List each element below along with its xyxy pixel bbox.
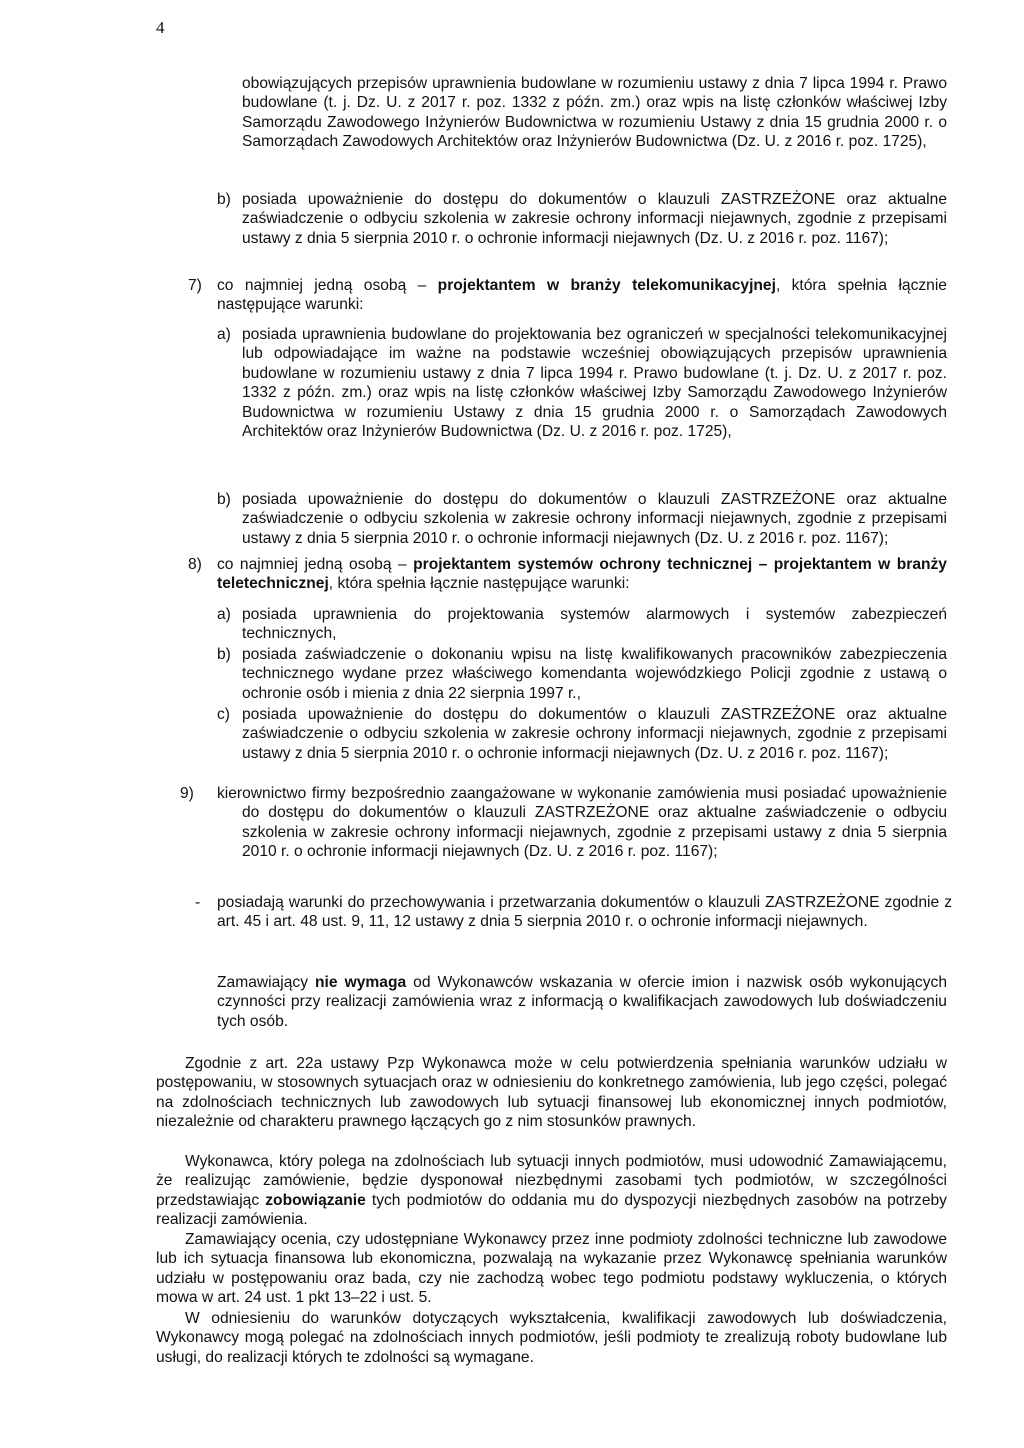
continued-subitem-b — [217, 190, 947, 248]
commitment-emphasis: zobowiązanie — [265, 1191, 366, 1209]
page-number: 4 — [156, 18, 165, 37]
item-8-role: projektantem systemów ochrony technicznej – projektantem w branży teletechnicznej — [217, 556, 947, 593]
subitem-text: posiada uprawnienia do projektowania systemów alarmowych i systemów zabezpieczeń technicznych, — [242, 606, 947, 643]
note-paragraph: Zamawiający nie wymaga od Wykonawców wskazania w ofercie imion i nazwisk osób wykonujących czynności przy realizacji zamówienia wraz z informacją o kwalifikacjach zawodowych lub doświadczeniu tych osób. — [217, 974, 947, 1030]
item-7-intro: co najmniej jedną osobą – projektantem w branży telekomunikacyjnej, która spełnia łącznie następujące warunki: — [217, 277, 947, 314]
note-emphasis: nie wymaga — [315, 974, 407, 991]
item-8-subitem-b — [217, 645, 947, 703]
subitem-text: posiada zaświadczenie o dokonaniu wpisu na listę kwalifikowanych pracowników zabezpieczenia technicznego wydane przez właściwego komendanta wojewódzkiego Policji zgodnie z ustawą o ochronie osób i mienia z dnia 22 sierpnia 1997 r., — [242, 646, 947, 702]
continued-paragraph: obowiązujących przepisów uprawnienia budowlane w rozumieniu ustawy z dnia 7 lipca 1994 r. Prawo budowlane (t. j. Dz. U. z 2017 r. poz. 1332 z późn. zm.) oraz wpis na listę członków właściwej Izby Samorządu Zawodowego Inżynierów Budownictwa w rozumieniu Ustawy z dnia 15 grudnia 2000 r. o Samorządach Zawodowych Architektów oraz Inżynierów Budownictwa (Dz. U. z 2016 r. poz. 1725), — [242, 75, 947, 151]
dash-marker: - — [195, 894, 201, 911]
subitem-label: a) — [217, 606, 231, 623]
subitem-label: c) — [217, 706, 230, 723]
subitem-label: a) — [217, 326, 231, 343]
subitem-text: posiada upoważnienie do dostępu do dokumentów o klauzuli ZASTRZEŻONE oraz aktualne zaświadczenie o odbyciu szkolenia w zakresie ochrony informacji niejawnych, zgodnie z przepisami ustawy z dnia 5 sierpnia 2010 r. o ochronie informacji niejawnych (Dz. U. z 2016 r. poz. 1167); — [242, 491, 947, 547]
subitem-label: b) — [217, 646, 231, 663]
dash-item-text: posiadają warunki do przechowywania i przetwarzania dokumentów o klauzuli ZASTRZEŻONE zgodnie z art. 45 i art. 48 ust. 9, 11, 12 ustawy z dnia 5 sierpnia 2010 r. o ochronie informacji niejawnych. — [217, 894, 952, 931]
subitem-text: posiada uprawnienia budowlane do projektowania bez ograniczeń w specjalności telekomunikacyjnej lub odpowiadające im ważne na podstawie wcześniej obowiązujących przepisów uprawnienia budowlane w rozumieniu ustawy z dnia 7 lipca 1994 r. Prawo budowlane (t. j. Dz. U. z 2017 r. poz. 1332 z późn. zm.) oraz wpis na listę członków właściwej Izby Samorządu Zawodowego Inżynierów Budownictwa w rozumieniu Ustawy z dnia 15 grudnia 2000 r. o Samorządach Zawodowych Architektów oraz Inżynierów Budownictwa (Dz. U. z 2016 r. poz. 1725), — [242, 326, 947, 441]
paragraph-assessment: Zamawiający ocenia, czy udostępniane Wykonawcy przez inne podmioty zdolności techniczne lub zawodowe lub ich sytuacja finansowa lub ekonomiczna, pozwalają na wykazanie przez Wykonawcę spełniania warunków udziału w postępowaniu oraz bada, czy nie zachodzą wobec tego podmiotu podstawy wykluczenia, o których mowa w art. 24 ust. 1 pkt 13–22 i ust. 5. — [156, 1231, 947, 1307]
paragraph-art-22a: Zgodnie z art. 22a ustawy Pzp Wykonawca może w celu potwierdzenia spełniania warunków udziału w postępowaniu, w stosownych sytuacjach oraz w odniesieniu do konkretnego zamówienia, lub jego części, polegać na zdolnościach technicznych lub zawodowych lub sytuacji finansowej lub ekonomicznej innych podmiotów, niezależnie od charakteru prawnego łączących go z nim stosunków prawnych. — [156, 1055, 947, 1131]
item-7-subitem-b — [217, 490, 947, 548]
item-number-7: 7) — [188, 277, 202, 294]
item-number-8: 8) — [188, 556, 202, 573]
paragraph-commitment: Wykonawca, który polega na zdolnościach lub sytuacji innych podmiotów, musi udowodnić Zamawiającemu, że realizując zamówienie, będzie dysponował niezbędnymi zasobami tych podmiotów, w szczególności przedstawiając zobowiązanie tych podmiotów do oddania mu do dyspozycji niezbędnych zasobów na potrzeby realizacji zamówienia. — [156, 1153, 947, 1229]
item-9-text: kierownictwo firmy bezpośrednio zaangażowane w wykonanie zamówienia musi posiadać upoważnienie do dostępu do dokumentów o klauzuli ZASTRZEŻONE oraz aktualne zaświadczenie o odbyciu szkolenia w zakresie ochrony informacji niejawnych, zgodnie z przepisami ustawy z dnia 5 sierpnia 2010 r. o ochronie informacji niejawnych (Dz. U. z 2016 r. poz. 1167); — [217, 785, 947, 861]
subitem-label: b) — [217, 491, 231, 508]
item-7-subitem-a — [217, 325, 947, 441]
item-7-role: projektantem w branży telekomunikacyjnej — [437, 277, 776, 294]
item-number-9: 9) — [180, 785, 194, 802]
item-8-intro: co najmniej jedną osobą – projektantem systemów ochrony technicznej – projektantem w branży teletechnicznej, która spełnia łącznie następujące warunki: — [217, 556, 947, 593]
subitem-text: posiada upoważnienie do dostępu do dokumentów o klauzuli ZASTRZEŻONE oraz aktualne zaświadczenie o odbyciu szkolenia w zakresie ochrony informacji niejawnych, zgodnie z przepisami ustawy z dnia 5 sierpnia 2010 r. o ochronie informacji niejawnych (Dz. U. z 2016 r. poz. 1167); — [242, 706, 947, 762]
item-8-subitem-a — [217, 605, 947, 644]
paragraph-qualifications: W odniesieniu do warunków dotyczących wykształcenia, kwalifikacji zawodowych lub doświadczenia, Wykonawcy mogą polegać na zdolnościach innych podmiotów, jeśli podmioty te zrealizują roboty budowlane lub usługi, do realizacji których te zdolności są wymagane. — [156, 1310, 947, 1366]
subitem-label: b) — [217, 191, 231, 208]
item-8-subitem-c — [217, 705, 947, 763]
subitem-text: posiada upoważnienie do dostępu do dokumentów o klauzuli ZASTRZEŻONE oraz aktualne zaświadczenie o odbyciu szkolenia w zakresie ochrony informacji niejawnych, zgodnie z przepisami ustawy z dnia 5 sierpnia 2010 r. o ochronie informacji niejawnych (Dz. U. z 2016 r. poz. 1167); — [242, 191, 947, 247]
